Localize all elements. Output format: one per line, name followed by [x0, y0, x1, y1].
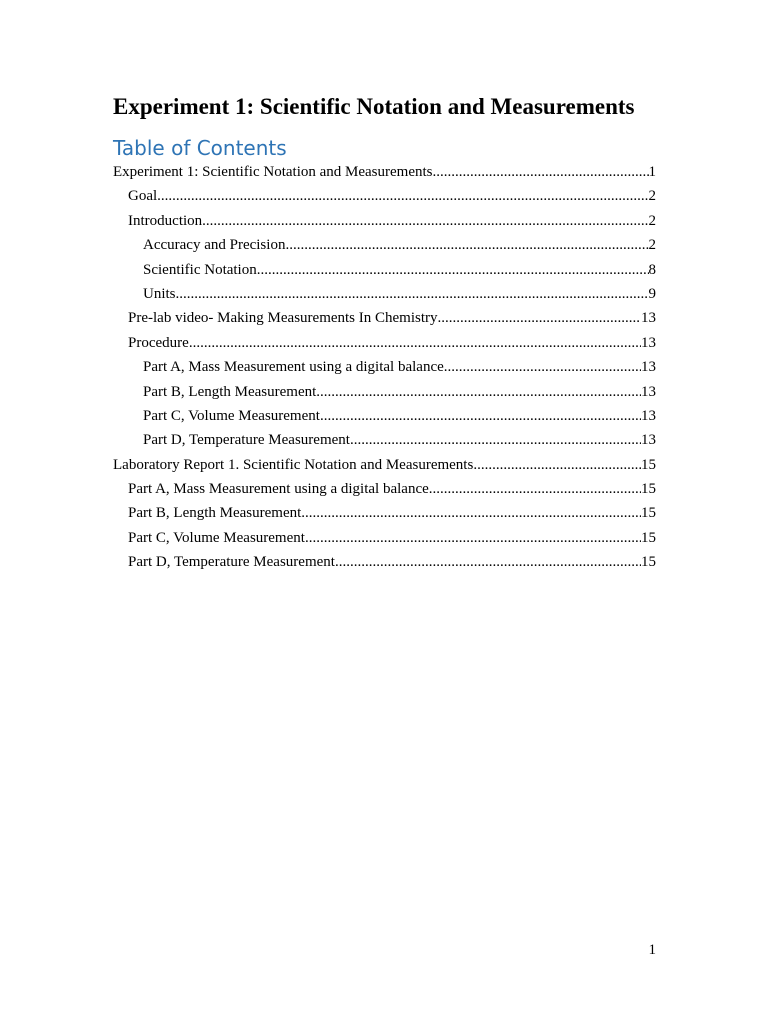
toc-entry-title: Part B, Length Measurement: [143, 383, 317, 400]
toc-dot-leader: [301, 501, 641, 525]
toc-entry-page-number: 13: [641, 310, 656, 327]
toc-entry[interactable]: [113, 550, 656, 574]
toc-entry[interactable]: [113, 184, 656, 208]
toc-entry-title: Part A, Mass Measurement using a digital balance: [143, 359, 444, 376]
toc-entry-page-number: 13: [641, 407, 656, 424]
toc-entry-title: Pre-lab video- Making Measurements In Chemistry: [128, 310, 438, 327]
toc-dot-leader: [202, 209, 648, 233]
toc-entry-title: Experiment 1: Scientific Notation and Measurements: [113, 164, 433, 180]
toc-entry[interactable]: [113, 282, 656, 306]
toc-dot-leader: [444, 355, 641, 379]
toc-entry-page-number: 13: [641, 334, 656, 351]
toc-entry[interactable]: [113, 526, 656, 550]
toc-entry-page-number: 13: [641, 359, 656, 376]
toc-entry-title: Goal: [128, 188, 158, 205]
toc-dot-leader: [157, 184, 648, 208]
toc-entry-title: Laboratory Report 1. Scientific Notation and Measurements: [113, 456, 474, 473]
toc-dot-leader: [316, 380, 641, 404]
toc-entry-title: Units: [143, 285, 176, 302]
toc-entry-page-number: 1: [648, 164, 656, 180]
toc-entry-page-number: 15: [641, 456, 656, 473]
page-number: 1: [648, 942, 656, 958]
toc-entry-title: Part C, Volume Measurement: [128, 529, 305, 546]
toc-entry[interactable]: [113, 258, 656, 282]
toc-dot-leader: [176, 282, 649, 306]
table-of-contents: [113, 160, 656, 575]
toc-entry-title: Part C, Volume Measurement: [143, 407, 320, 424]
toc-entry[interactable]: [113, 501, 656, 525]
toc-dot-leader: [189, 331, 641, 355]
toc-entry[interactable]: [113, 233, 656, 257]
toc-entry-page-number: 9: [648, 285, 656, 302]
toc-heading: Table of Contents: [113, 136, 287, 160]
toc-entry-page-number: 15: [641, 554, 656, 571]
toc-entry[interactable]: [113, 404, 656, 428]
toc-dot-leader: [433, 160, 649, 184]
toc-dot-leader: [320, 404, 641, 428]
toc-entry-page-number: 13: [641, 383, 656, 400]
toc-dot-leader: [473, 453, 641, 477]
toc-entry[interactable]: [113, 160, 656, 184]
toc-entry-page-number: 15: [641, 481, 656, 498]
toc-entry-page-number: 8: [648, 261, 656, 278]
toc-entry-title: Introduction: [128, 212, 203, 229]
document-title: Experiment 1: Scientific Notation and Measurements: [113, 94, 635, 119]
toc-entry[interactable]: [113, 331, 656, 355]
toc-entry-page-number: 2: [648, 212, 656, 229]
toc-entry[interactable]: [113, 453, 656, 477]
toc-entry[interactable]: [113, 380, 656, 404]
toc-dot-leader: [350, 428, 641, 452]
toc-entry-page-number: 15: [641, 529, 656, 546]
toc-entry[interactable]: [113, 209, 656, 233]
toc-entry-title: Part D, Temperature Measurement: [143, 432, 350, 449]
toc-entry-title: Part B, Length Measurement: [128, 505, 302, 522]
toc-entry[interactable]: [113, 306, 656, 330]
toc-entry-page-number: 15: [641, 505, 656, 522]
toc-entry-page-number: 2: [648, 237, 656, 254]
toc-dot-leader: [438, 306, 641, 330]
toc-entry-title: Procedure: [128, 334, 189, 351]
toc-entry-page-number: 2: [648, 188, 656, 205]
toc-entry[interactable]: [113, 477, 656, 501]
toc-entry-title: Scientific Notation: [143, 261, 257, 278]
toc-dot-leader: [257, 258, 649, 282]
toc-entry[interactable]: [113, 355, 656, 379]
toc-entry-title: Accuracy and Precision: [143, 237, 286, 254]
toc-entry[interactable]: [113, 428, 656, 452]
toc-dot-leader: [305, 526, 641, 550]
toc-dot-leader: [429, 477, 641, 501]
toc-entry-title: Part D, Temperature Measurement: [128, 554, 335, 571]
toc-dot-leader: [335, 550, 641, 574]
toc-entry-title: Part A, Mass Measurement using a digital balance: [128, 481, 429, 498]
toc-dot-leader: [285, 233, 648, 257]
toc-entry-page-number: 13: [641, 432, 656, 449]
